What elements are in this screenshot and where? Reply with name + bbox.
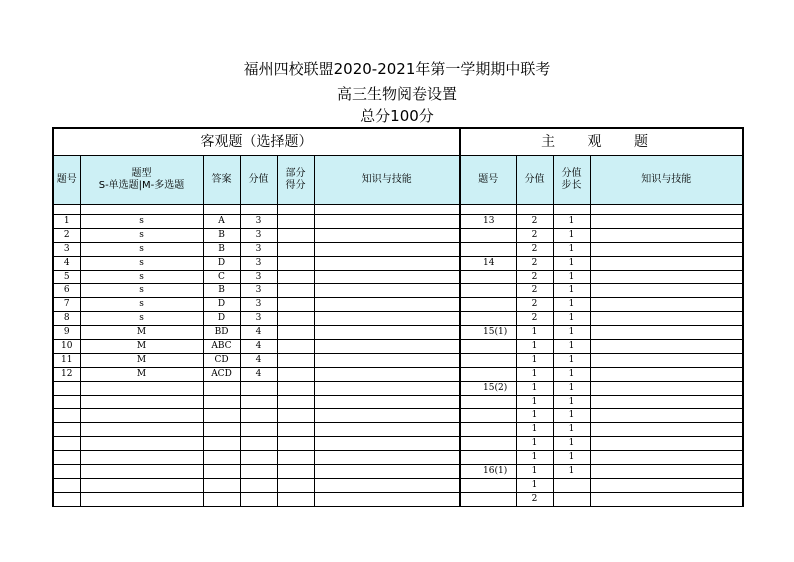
objective-partial-cell	[277, 284, 314, 298]
subjective-knowledge-cell	[590, 395, 743, 409]
subjective-num-cell	[460, 340, 516, 354]
objective-num-cell: 10	[53, 340, 80, 354]
table-row	[53, 409, 743, 423]
table-row	[53, 423, 743, 437]
objective-knowledge-cell	[314, 437, 460, 451]
objective-knowledge-cell	[314, 242, 460, 256]
subjective-knowledge-cell	[590, 298, 743, 312]
subjective-num-cell: 14	[460, 256, 516, 270]
objective-answer-cell	[203, 478, 240, 492]
subjective-step-cell: 1	[553, 215, 590, 229]
objective-num-cell: 5	[53, 270, 80, 284]
objective-partial-cell	[277, 492, 314, 506]
partial-header-line1: 部分	[285, 168, 306, 179]
objective-answer-cell: B	[203, 228, 240, 242]
subjective-score-cell: 2	[516, 298, 553, 312]
subjective-score-cell: 1	[516, 465, 553, 479]
objective-type-cell: M	[80, 367, 203, 381]
objective-num-cell: 2	[53, 228, 80, 242]
table-row	[53, 478, 743, 492]
table-row	[53, 437, 743, 451]
objective-partial-cell	[277, 409, 314, 423]
subjective-score-cell: 2	[516, 270, 553, 284]
objective-type-cell: s	[80, 312, 203, 326]
subjective-knowledge-cell	[590, 492, 743, 506]
objective-partial-cell	[277, 270, 314, 284]
table-row	[53, 465, 743, 479]
header-gap-row	[53, 205, 743, 215]
col-header-type	[80, 156, 203, 205]
objective-knowledge-cell	[314, 228, 460, 242]
objective-score-cell: 4	[240, 367, 277, 381]
objective-type-cell: M	[80, 340, 203, 354]
type-header-line1: 题型	[131, 168, 152, 179]
table-row	[53, 381, 743, 395]
subjective-step-cell: 1	[553, 409, 590, 423]
objective-score-cell: 4	[240, 353, 277, 367]
objective-knowledge-cell	[314, 367, 460, 381]
subjective-knowledge-cell	[590, 367, 743, 381]
subjective-knowledge-cell	[590, 228, 743, 242]
objective-knowledge-cell	[314, 312, 460, 326]
objective-answer-cell	[203, 492, 240, 506]
table-row	[53, 256, 743, 270]
subjective-step-cell: 1	[553, 423, 590, 437]
objective-score-cell	[240, 437, 277, 451]
gap-cell	[80, 205, 203, 215]
subjective-knowledge-cell	[590, 381, 743, 395]
table-row	[53, 492, 743, 506]
table-row	[53, 228, 743, 242]
subjective-step-cell	[553, 492, 590, 506]
subjective-section-header: 主 观 题	[460, 128, 743, 156]
objective-answer-cell	[203, 409, 240, 423]
objective-partial-cell	[277, 451, 314, 465]
subjective-step-cell: 1	[553, 284, 590, 298]
subjective-knowledge-cell	[590, 312, 743, 326]
gap-cell	[314, 205, 460, 215]
objective-num-cell: 11	[53, 353, 80, 367]
objective-type-cell	[80, 492, 203, 506]
objective-score-cell	[240, 478, 277, 492]
objective-knowledge-cell	[314, 340, 460, 354]
gap-cell	[460, 205, 516, 215]
objective-score-cell: 4	[240, 326, 277, 340]
subjective-knowledge-cell	[590, 340, 743, 354]
table-row	[53, 353, 743, 367]
table-row	[53, 451, 743, 465]
subjective-score-cell: 2	[516, 228, 553, 242]
subjective-step-cell: 1	[553, 395, 590, 409]
objective-score-cell	[240, 409, 277, 423]
subjective-score-cell: 2	[516, 256, 553, 270]
objective-num-cell	[53, 423, 80, 437]
subjective-score-cell: 1	[516, 451, 553, 465]
subjective-step-cell: 1	[553, 256, 590, 270]
subjective-knowledge-cell	[590, 409, 743, 423]
objective-num-cell	[53, 409, 80, 423]
subjective-num-cell	[460, 395, 516, 409]
subjective-step-cell: 1	[553, 298, 590, 312]
objective-num-cell: 12	[53, 367, 80, 381]
subjective-knowledge-cell	[590, 256, 743, 270]
objective-num-cell: 6	[53, 284, 80, 298]
objective-type-cell: M	[80, 353, 203, 367]
gap-cell	[53, 205, 80, 215]
objective-knowledge-cell	[314, 215, 460, 229]
subjective-step-cell: 1	[553, 465, 590, 479]
objective-num-cell	[53, 451, 80, 465]
objective-partial-cell	[277, 367, 314, 381]
objective-partial-cell	[277, 381, 314, 395]
objective-partial-cell	[277, 215, 314, 229]
objective-num-cell: 1	[53, 215, 80, 229]
objective-type-cell: s	[80, 270, 203, 284]
subjective-score-cell: 2	[516, 215, 553, 229]
objective-score-cell: 3	[240, 242, 277, 256]
objective-score-cell: 3	[240, 312, 277, 326]
subjective-score-cell: 1	[516, 423, 553, 437]
subjective-step-cell: 1	[553, 381, 590, 395]
subjective-num-cell	[460, 423, 516, 437]
gap-cell	[203, 205, 240, 215]
objective-partial-cell	[277, 326, 314, 340]
table-row	[53, 270, 743, 284]
subjective-score-cell: 1	[516, 353, 553, 367]
subjective-knowledge-cell	[590, 326, 743, 340]
objective-partial-cell	[277, 340, 314, 354]
subjective-step-cell: 1	[553, 451, 590, 465]
subjective-step-cell: 1	[553, 228, 590, 242]
objective-num-cell: 4	[53, 256, 80, 270]
subjective-num-cell	[460, 478, 516, 492]
subjective-score-cell: 1	[516, 367, 553, 381]
subjective-num-cell: 15(1)	[460, 326, 516, 340]
objective-score-cell	[240, 451, 277, 465]
subjective-knowledge-cell	[590, 270, 743, 284]
objective-answer-cell: BD	[203, 326, 240, 340]
partial-header-line2: 得分	[285, 180, 306, 191]
subjective-knowledge-cell	[590, 215, 743, 229]
subjective-step-cell: 1	[553, 270, 590, 284]
objective-type-cell: s	[80, 215, 203, 229]
objective-knowledge-cell	[314, 270, 460, 284]
subjective-step-cell: 1	[553, 242, 590, 256]
objective-knowledge-cell	[314, 256, 460, 270]
col-header-step	[553, 156, 590, 205]
objective-answer-cell	[203, 465, 240, 479]
step-header-line1: 分值	[561, 168, 582, 179]
subjective-knowledge-cell	[590, 437, 743, 451]
objective-partial-cell	[277, 395, 314, 409]
objective-knowledge-cell	[314, 409, 460, 423]
subjective-num-cell: 15(2)	[460, 381, 516, 395]
objective-type-cell	[80, 437, 203, 451]
objective-type-cell: s	[80, 228, 203, 242]
subjective-knowledge-cell	[590, 353, 743, 367]
col-header-subjective-knowledge: 知识与技能	[590, 156, 743, 205]
subjective-num-cell: 13	[460, 215, 516, 229]
subjective-num-cell	[460, 312, 516, 326]
objective-score-cell: 3	[240, 215, 277, 229]
table-row	[53, 242, 743, 256]
step-header-line2: 步长	[561, 180, 582, 191]
objective-score-cell: 3	[240, 270, 277, 284]
objective-num-cell: 3	[53, 242, 80, 256]
objective-partial-cell	[277, 312, 314, 326]
objective-partial-cell	[277, 242, 314, 256]
objective-answer-cell	[203, 451, 240, 465]
objective-knowledge-cell	[314, 451, 460, 465]
objective-partial-cell	[277, 353, 314, 367]
col-header-subjective-num: 题号	[460, 156, 516, 205]
objective-answer-cell: CD	[203, 353, 240, 367]
objective-section-header: 客观题（选择题）	[53, 128, 460, 156]
objective-answer-cell	[203, 395, 240, 409]
objective-knowledge-cell	[314, 381, 460, 395]
objective-type-cell	[80, 423, 203, 437]
objective-answer-cell: D	[203, 256, 240, 270]
subjective-num-cell	[460, 353, 516, 367]
objective-knowledge-cell	[314, 423, 460, 437]
col-header-answer: 答案	[203, 156, 240, 205]
objective-score-cell: 3	[240, 298, 277, 312]
subjective-score-cell: 2	[516, 284, 553, 298]
subjective-score-cell: 2	[516, 492, 553, 506]
objective-knowledge-cell	[314, 353, 460, 367]
subjective-score-cell: 1	[516, 340, 553, 354]
grading-settings-table	[52, 127, 744, 507]
objective-knowledge-cell	[314, 284, 460, 298]
subjective-score-cell: 2	[516, 312, 553, 326]
subjective-knowledge-cell	[590, 451, 743, 465]
objective-type-cell	[80, 395, 203, 409]
subjective-score-cell: 1	[516, 381, 553, 395]
objective-answer-cell: ACD	[203, 367, 240, 381]
subjective-num-cell	[460, 284, 516, 298]
objective-num-cell: 8	[53, 312, 80, 326]
objective-knowledge-cell	[314, 465, 460, 479]
subjective-num-cell	[460, 409, 516, 423]
objective-score-cell: 3	[240, 228, 277, 242]
objective-num-cell	[53, 465, 80, 479]
gap-cell	[553, 205, 590, 215]
objective-num-cell	[53, 478, 80, 492]
objective-knowledge-cell	[314, 395, 460, 409]
objective-answer-cell: B	[203, 242, 240, 256]
objective-answer-cell: B	[203, 284, 240, 298]
objective-num-cell	[53, 492, 80, 506]
subjective-step-cell: 1	[553, 326, 590, 340]
objective-score-cell: 4	[240, 340, 277, 354]
subjective-score-cell: 2	[516, 242, 553, 256]
table-row	[53, 215, 743, 229]
objective-type-cell: M	[80, 326, 203, 340]
objective-answer-cell	[203, 437, 240, 451]
objective-num-cell: 7	[53, 298, 80, 312]
objective-num-cell	[53, 395, 80, 409]
subjective-num-cell	[460, 270, 516, 284]
subjective-num-cell	[460, 492, 516, 506]
objective-type-cell	[80, 409, 203, 423]
objective-answer-cell	[203, 423, 240, 437]
objective-type-cell	[80, 465, 203, 479]
table-row	[53, 395, 743, 409]
subjective-knowledge-cell	[590, 242, 743, 256]
subjective-num-cell	[460, 242, 516, 256]
objective-partial-cell	[277, 256, 314, 270]
col-header-partial	[277, 156, 314, 205]
subjective-knowledge-cell	[590, 423, 743, 437]
subjective-num-cell: 16(1)	[460, 465, 516, 479]
subjective-step-cell: 1	[553, 340, 590, 354]
objective-type-cell	[80, 478, 203, 492]
objective-knowledge-cell	[314, 326, 460, 340]
objective-partial-cell	[277, 298, 314, 312]
objective-score-cell	[240, 395, 277, 409]
col-header-objective-score: 分值	[240, 156, 277, 205]
subjective-score-cell: 1	[516, 326, 553, 340]
subjective-score-cell: 1	[516, 478, 553, 492]
objective-num-cell	[53, 437, 80, 451]
gap-cell	[516, 205, 553, 215]
objective-score-cell	[240, 465, 277, 479]
subjective-knowledge-cell	[590, 478, 743, 492]
table-row	[53, 284, 743, 298]
subjective-score-cell: 1	[516, 437, 553, 451]
subjective-step-cell: 1	[553, 437, 590, 451]
type-header-line2: S-单选题|M-多选题	[98, 180, 185, 191]
table-row	[53, 326, 743, 340]
objective-score-cell	[240, 423, 277, 437]
subjective-score-cell: 1	[516, 395, 553, 409]
table-row	[53, 312, 743, 326]
objective-answer-cell: C	[203, 270, 240, 284]
objective-num-cell: 9	[53, 326, 80, 340]
objective-answer-cell	[203, 381, 240, 395]
gap-cell	[277, 205, 314, 215]
page-subtitle: 高三生物阅卷设置	[336, 85, 457, 103]
objective-answer-cell: D	[203, 312, 240, 326]
objective-knowledge-cell	[314, 298, 460, 312]
page-title: 福州四校联盟2020-2021年第一学期期中联考	[243, 60, 551, 78]
objective-partial-cell	[277, 478, 314, 492]
col-header-objective-num: 题号	[53, 156, 80, 205]
total-score: 总分100分	[360, 107, 434, 125]
objective-knowledge-cell	[314, 478, 460, 492]
subjective-step-cell	[553, 478, 590, 492]
subjective-score-cell: 1	[516, 409, 553, 423]
objective-knowledge-cell	[314, 492, 460, 506]
subjective-num-cell	[460, 228, 516, 242]
objective-type-cell: s	[80, 256, 203, 270]
objective-score-cell: 3	[240, 256, 277, 270]
col-header-subjective-score: 分值	[516, 156, 553, 205]
objective-answer-cell: ABC	[203, 340, 240, 354]
objective-partial-cell	[277, 465, 314, 479]
subjective-step-cell: 1	[553, 367, 590, 381]
subjective-step-cell: 1	[553, 353, 590, 367]
col-header-objective-knowledge: 知识与技能	[314, 156, 460, 205]
objective-type-cell: s	[80, 242, 203, 256]
objective-partial-cell	[277, 437, 314, 451]
subjective-num-cell	[460, 298, 516, 312]
gap-cell	[240, 205, 277, 215]
table-row	[53, 298, 743, 312]
objective-type-cell: s	[80, 284, 203, 298]
objective-num-cell	[53, 381, 80, 395]
objective-answer-cell: D	[203, 298, 240, 312]
objective-type-cell	[80, 451, 203, 465]
objective-score-cell: 3	[240, 284, 277, 298]
objective-type-cell: s	[80, 298, 203, 312]
gap-cell	[590, 205, 743, 215]
subjective-num-cell	[460, 437, 516, 451]
subjective-step-cell: 1	[553, 312, 590, 326]
subjective-knowledge-cell	[590, 465, 743, 479]
objective-type-cell	[80, 381, 203, 395]
objective-score-cell	[240, 492, 277, 506]
objective-score-cell	[240, 381, 277, 395]
subjective-num-cell	[460, 367, 516, 381]
table-row	[53, 367, 743, 381]
objective-partial-cell	[277, 423, 314, 437]
subjective-knowledge-cell	[590, 284, 743, 298]
table-row	[53, 340, 743, 354]
objective-partial-cell	[277, 228, 314, 242]
subjective-num-cell	[460, 451, 516, 465]
objective-answer-cell: A	[203, 215, 240, 229]
